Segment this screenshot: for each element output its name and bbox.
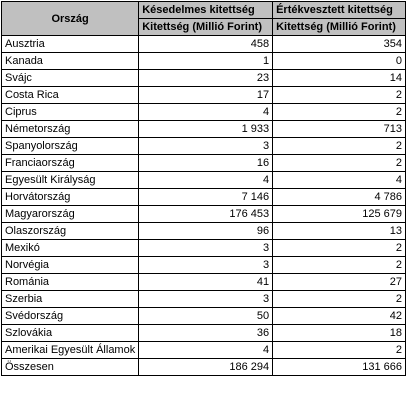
delayed-exposure-cell: 50 [139,308,273,325]
country-cell: Svájc [2,70,139,87]
total-impaired: 131 666 [273,359,406,376]
impaired-exposure-cell: 354 [273,36,406,53]
delayed-exposure-cell: 7 146 [139,189,273,206]
delayed-exposure-cell: 3 [139,291,273,308]
impaired-exposure-cell: 2 [273,87,406,104]
table-row [2,189,406,206]
country-cell: Spanyolország [2,138,139,155]
delayed-exposure-cell: 23 [139,70,273,87]
delayed-exposure-subheader: Kitettség (Millió Forint) [139,19,273,36]
country-cell: Ciprus [2,104,139,121]
impaired-exposure-cell: 2 [273,138,406,155]
header-row-1 [2,2,406,19]
table-row [2,87,406,104]
country-cell: Horvátország [2,189,139,206]
total-delayed: 186 294 [139,359,273,376]
exposure-table [1,1,406,376]
table-row [2,36,406,53]
delayed-exposure-cell: 36 [139,325,273,342]
table-row [2,172,406,189]
table-row [2,325,406,342]
country-column-header: Ország [2,2,139,36]
delayed-exposure-cell: 1 933 [139,121,273,138]
impaired-exposure-cell: 2 [273,291,406,308]
impaired-exposure-cell: 2 [273,155,406,172]
impaired-exposure-cell: 4 786 [273,189,406,206]
impaired-exposure-header: Értékvesztett kitettség [273,2,406,19]
delayed-exposure-cell: 17 [139,87,273,104]
country-cell: Egyesült Királyság [2,172,139,189]
delayed-exposure-cell: 458 [139,36,273,53]
table-row [2,274,406,291]
impaired-exposure-cell: 13 [273,223,406,240]
impaired-exposure-cell: 0 [273,53,406,70]
table-row [2,240,406,257]
country-cell: Amerikai Egyesült Államok [2,342,139,359]
delayed-exposure-cell: 41 [139,274,273,291]
table-row [2,121,406,138]
delayed-exposure-cell: 4 [139,172,273,189]
delayed-exposure-cell: 4 [139,342,273,359]
country-cell: Szerbia [2,291,139,308]
delayed-exposure-header: Késedelmes kitettség [139,2,273,19]
country-cell: Costa Rica [2,87,139,104]
table-row [2,138,406,155]
delayed-exposure-cell: 96 [139,223,273,240]
delayed-exposure-cell: 4 [139,104,273,121]
table-row [2,223,406,240]
impaired-exposure-cell: 4 [273,172,406,189]
table-row [2,155,406,172]
country-cell: Olaszország [2,223,139,240]
delayed-exposure-cell: 3 [139,240,273,257]
country-cell: Norvégia [2,257,139,274]
table-row [2,257,406,274]
impaired-exposure-cell: 2 [273,104,406,121]
country-cell: Németország [2,121,139,138]
impaired-exposure-cell: 2 [273,257,406,274]
table-body [2,36,406,376]
country-cell: Szlovákia [2,325,139,342]
impaired-exposure-subheader: Kitettség (Millió Forint) [273,19,406,36]
country-cell: Franciaország [2,155,139,172]
table-row [2,206,406,223]
delayed-exposure-cell: 16 [139,155,273,172]
country-cell: Mexikó [2,240,139,257]
country-cell: Ausztria [2,36,139,53]
impaired-exposure-cell: 18 [273,325,406,342]
country-cell: Románia [2,274,139,291]
country-cell: Magyarország [2,206,139,223]
table-row [2,70,406,87]
table-header [2,2,406,36]
country-cell: Kanada [2,53,139,70]
table-row [2,308,406,325]
table-row [2,291,406,308]
delayed-exposure-cell: 176 453 [139,206,273,223]
delayed-exposure-cell: 1 [139,53,273,70]
impaired-exposure-cell: 42 [273,308,406,325]
delayed-exposure-cell: 3 [139,257,273,274]
total-row [2,359,406,376]
impaired-exposure-cell: 2 [273,342,406,359]
impaired-exposure-cell: 27 [273,274,406,291]
delayed-exposure-cell: 3 [139,138,273,155]
table-row [2,342,406,359]
table-row [2,104,406,121]
table-row [2,53,406,70]
impaired-exposure-cell: 14 [273,70,406,87]
total-label: Összesen [2,359,139,376]
impaired-exposure-cell: 125 679 [273,206,406,223]
impaired-exposure-cell: 2 [273,240,406,257]
impaired-exposure-cell: 713 [273,121,406,138]
country-cell: Svédország [2,308,139,325]
